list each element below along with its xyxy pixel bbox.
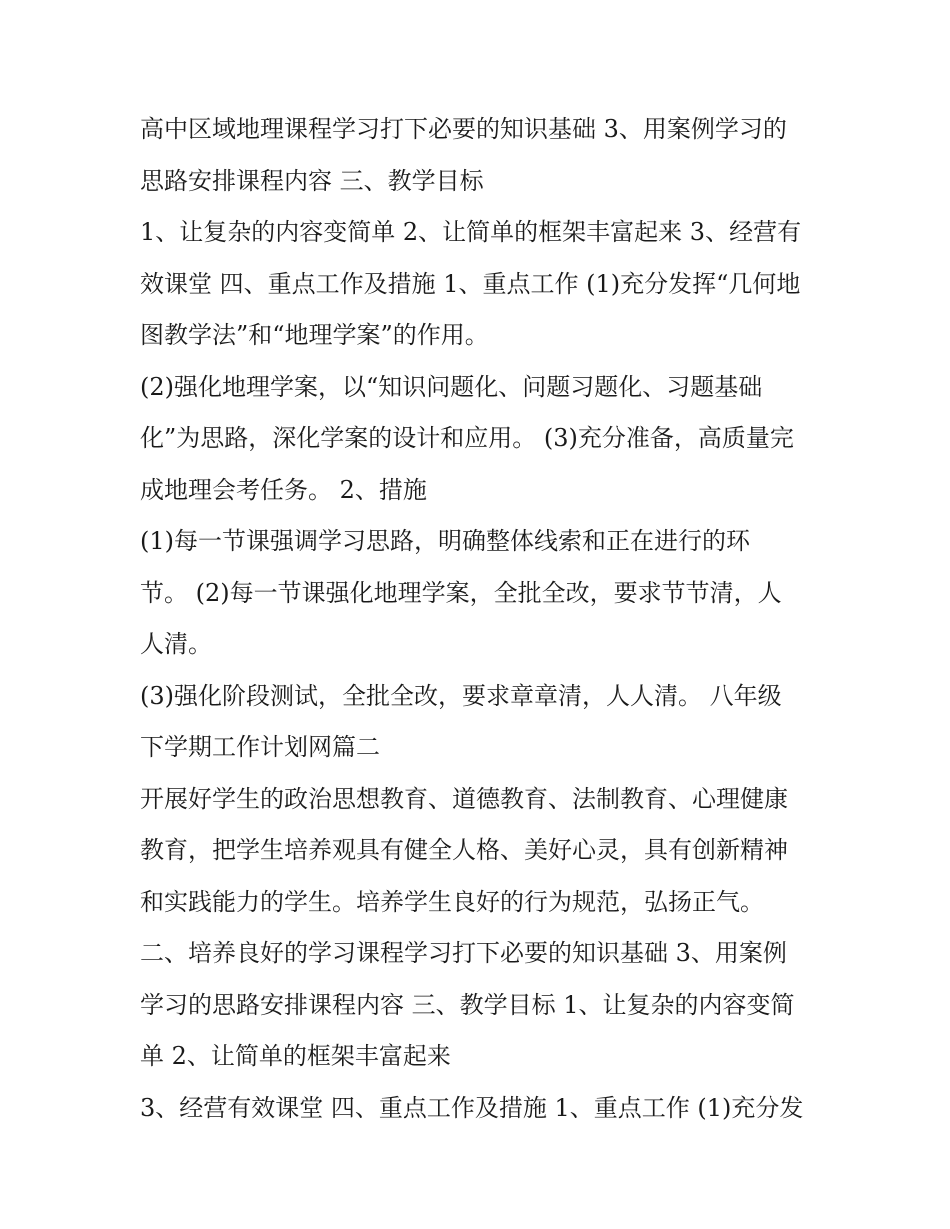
text-line: 学习的思路安排课程内容 三、教学目标 1、让复杂的内容变简 [140, 990, 795, 1019]
paragraph-2 [140, 207, 816, 362]
text-line: 二、培养良好的学习课程学习打下必要的知识基础 3、用案例 [140, 939, 787, 967]
text-line: 下学期工作计划网篇二 [140, 733, 380, 761]
document-body [140, 104, 816, 1134]
text-line: 教育，把学生培养观具有健全人格、美好心灵，具有创新精神 [140, 836, 788, 864]
text-line: 高中区域地理课程学习打下必要的知识基础 3、用案例学习的 [140, 115, 787, 143]
text-line: 开展好学生的政治思想教育、道德教育、法制教育、心理健康 [140, 784, 788, 813]
paragraph-1 [140, 104, 816, 207]
paragraph-4 [140, 516, 816, 671]
paragraph-5 [140, 671, 816, 774]
text-line: 节。 (2)每一节课强化地理学案，全批全改，要求节节清，人 [140, 578, 782, 607]
paragraph-3 [140, 362, 816, 517]
text-line: 单 2、让简单的框架丰富起来 [140, 1042, 451, 1070]
text-line: 成地理会考任务。 2、措施 [140, 475, 427, 504]
text-line: 化”为思路，深化学案的设计和应用。 (3)充分准备，高质量完 [140, 424, 794, 452]
text-line: 和实践能力的学生。培养学生良好的行为规范，弘扬正气。 [140, 887, 764, 916]
text-line: 图教学法”和“地理学案”的作用。 [140, 321, 489, 349]
text-line: 人清。 [140, 630, 212, 658]
text-line: 1、让复杂的内容变简单 2、让简单的框架丰富起来 3、经营有 [140, 218, 802, 246]
text-line: (2)强化地理学案，以“知识问题化、问题习题化、习题基础 [140, 372, 763, 401]
text-line: (1)每一节课强调学习思路，明确整体线索和正在进行的环 [140, 527, 750, 555]
paragraph-6 [140, 774, 816, 1083]
text-line: 3、经营有效课堂 四、重点工作及措施 1、重点工作 (1)充分发 [140, 1093, 804, 1122]
text-line: 效课堂 四、重点工作及措施 1、重点工作 (1)充分发挥“几何地 [140, 269, 801, 298]
paragraph-7 [140, 1083, 816, 1135]
text-line: 思路安排课程内容 三、教学目标 [140, 166, 484, 195]
text-line: (3)强化阶段测试，全批全改，要求章章清，人人清。 八年级 [140, 681, 782, 710]
